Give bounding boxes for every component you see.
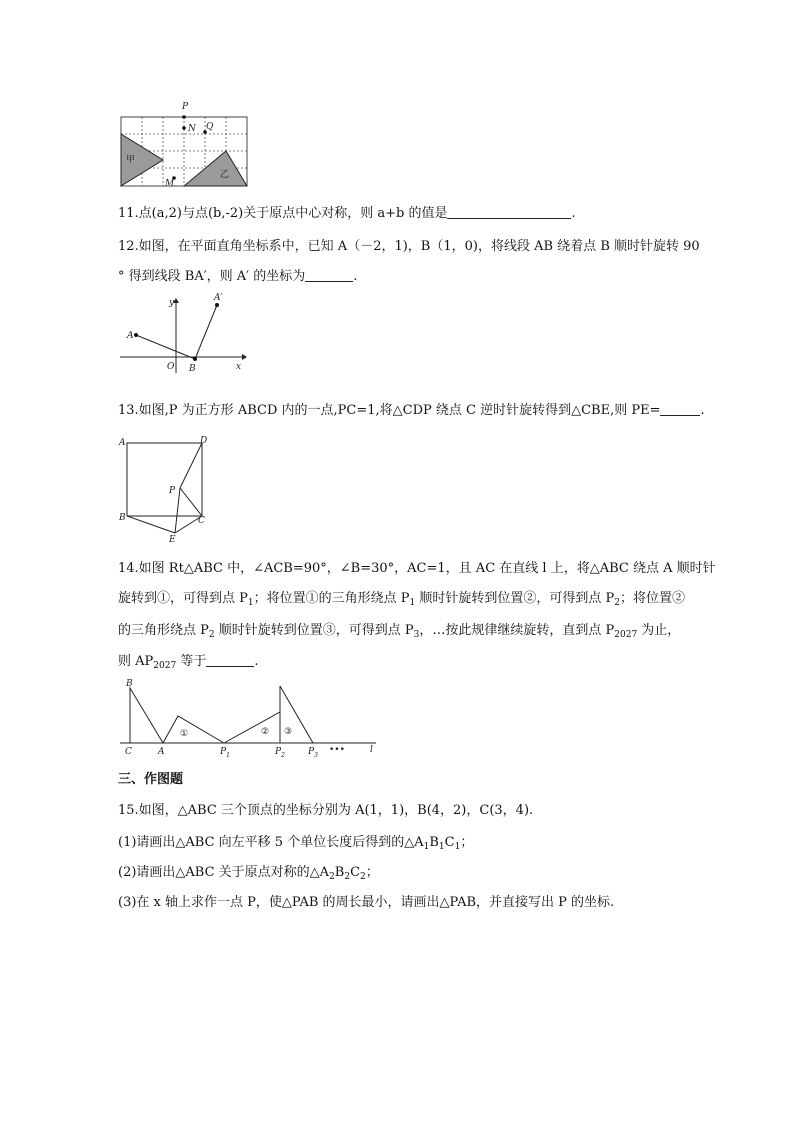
label-A: A [158, 747, 165, 757]
label-P1: $P_1$ [220, 747, 230, 759]
label-B: B [126, 679, 133, 689]
triangle-1 [163, 716, 224, 743]
question-14-line3: 的三角形绕点 $P_2$ 顺时针旋转到位置③，可得到点 $P_3$，…按此规律继续旋转，直到点 $P_{2027}$ 为止， [118, 623, 681, 640]
label-P: P [182, 102, 189, 112]
answer-blank-12[interactable] [305, 269, 353, 282]
section-heading: 三、作图题 [118, 772, 184, 787]
square-figure-13 [118, 433, 218, 543]
question-12-line2: ° 得到线段 BA′，则 A′ 的坐标为 . [118, 269, 358, 284]
question-13: 13.如图,P 为正方形 ABCD 内的一点,PC=1,将△CDP 绕点 C 逆时针旋转得到△CBE,则 PE= . [118, 403, 705, 418]
coordinate-figure-12 [118, 293, 248, 375]
label-A-prime: A′ [214, 293, 223, 303]
label-M: M [165, 179, 175, 189]
triangle-abc [130, 688, 163, 743]
label-P2: $P_2$ [275, 747, 285, 759]
label-C: C [198, 516, 205, 526]
question-14-line2: 旋转到①，可得到点 $P_1$；将位置①的三角形绕点 $P_1$ 顺时针旋转到位置②，可得到点 $P_2$；将位置② [118, 591, 686, 608]
label-A: A [127, 331, 134, 341]
label-x: x [236, 362, 242, 372]
label-P3: $P_3$ [308, 747, 318, 759]
answer-blank-14[interactable] [206, 654, 254, 667]
question-15-line2: (1)请画出△ABC 向左平移 5 个单位长度后得到的$\triangle A_1B_1C_1$； [118, 835, 474, 852]
label-jia: 甲 [126, 155, 136, 165]
label-y: y [169, 298, 175, 308]
label-N: N [188, 124, 196, 134]
label-P: P [169, 486, 176, 496]
question-15-line4: (3)在 x 轴上求作一点 P，使△PAB 的周长最小，请画出△PAB，并直接写出 P 的坐标. [118, 895, 615, 910]
label-E: E [169, 535, 176, 543]
label-dots: ••• [329, 745, 345, 755]
question-12-line1: 12.如图，在平面直角坐标系中，已知 A（－2，1)，B（1，0)，将线段 AB 绕着点 B 顺时针旋转 90 [118, 239, 700, 254]
label-O: O [167, 362, 175, 372]
question-14-line1: 14.如图 Rt△ABC 中，∠ACB=90°，∠B=30°，AC=1，且 AC 在直线 l 上，将△ABC 绕点 A 顺时针 [118, 561, 716, 576]
question-11: 11.点(a,2)与点(b,-2)关于原点中心对称，则 a+b 的值是 . [118, 206, 576, 221]
label-D: D [200, 436, 208, 446]
question-14-line4: 则 $AP_{2027}$ 等于 . [118, 654, 259, 671]
label-B: B [189, 364, 196, 374]
label-B: B [119, 513, 126, 523]
label-A: A [119, 438, 126, 448]
answer-blank-13[interactable] [660, 403, 700, 416]
shape-yi [184, 151, 247, 186]
rotation-figure-14 [118, 676, 380, 762]
label-circle-1: ① [180, 729, 189, 739]
grid-figure [118, 100, 250, 190]
label-C: C [125, 747, 132, 757]
label-Q: Q [206, 122, 214, 132]
question-15-line3: (2)请画出△ABC 关于原点对称的$\triangle A_2B_2C_2$； [118, 865, 379, 882]
question-15-line1: 15.如图，△ABC 三个顶点的坐标分别为 A(1，1)，B(4，2)，C(3，4). [118, 803, 534, 818]
triangle-2 [224, 712, 280, 743]
label-circle-3: ③ [284, 727, 293, 737]
label-yi: 乙 [220, 170, 230, 180]
answer-blank-11[interactable] [447, 206, 571, 219]
label-circle-2: ② [261, 727, 270, 737]
label-l: l [370, 745, 373, 755]
